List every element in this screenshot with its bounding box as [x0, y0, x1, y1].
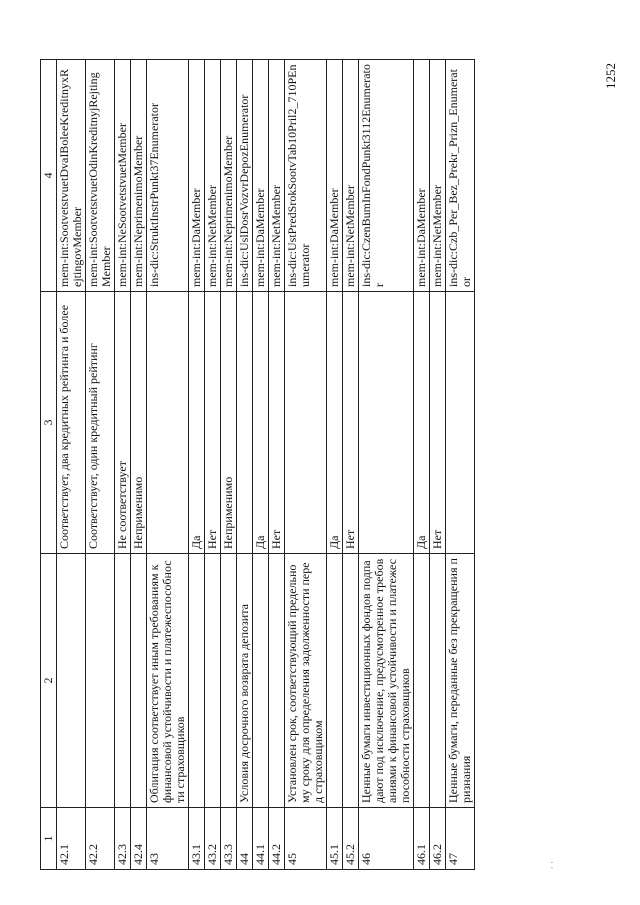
cell-desc [86, 554, 115, 808]
cell-code: mem-int:DaMember [189, 60, 205, 292]
cell-code: ins-dic:UstPredSrokSootvTab10Pril2_710PEnumerator [285, 60, 327, 292]
cell-num: 43.1 [189, 808, 205, 870]
table-row [359, 60, 414, 870]
table-row [131, 60, 147, 870]
cell-desc [189, 554, 205, 808]
cell-desc [221, 554, 237, 808]
table-row [285, 60, 327, 870]
header-cell: 4 [41, 60, 57, 292]
cell-code: mem-int:SootvetstvuetOdinKreditnyjRejtingMember [86, 60, 115, 292]
table-row [189, 60, 205, 870]
table-row [205, 60, 221, 870]
cell-val: Да [189, 292, 205, 554]
cell-code: mem-int:NetMember [430, 60, 446, 292]
cell-desc [269, 554, 285, 808]
cell-desc [430, 554, 446, 808]
page-number: 1252 [603, 63, 618, 89]
header-cell: 1 [41, 808, 57, 870]
cell-num: 43.3 [221, 808, 237, 870]
cell-num: 45 [285, 808, 327, 870]
cell-num: 43 [147, 808, 189, 870]
cell-desc [343, 554, 359, 808]
cell-code: mem-int:DaMember [414, 60, 430, 292]
table-row [414, 60, 430, 870]
cell-num: 42.2 [86, 808, 115, 870]
table-row [430, 60, 446, 870]
cell-val: Нет [343, 292, 359, 554]
cell-num: 42.1 [57, 808, 86, 870]
cell-desc [327, 554, 343, 808]
cell-code: mem-int:NetMember [269, 60, 285, 292]
cell-num: 42.3 [115, 808, 131, 870]
table-row [57, 60, 86, 870]
cell-code: mem-int:NeprimenimoMember [131, 60, 147, 292]
cell-desc [57, 554, 86, 808]
cell-num: 47 [446, 808, 475, 870]
cell-desc [131, 554, 147, 808]
cell-code: mem-int:SootvetstvuetDvaIBoleeKreditnyxRejtingovMember [57, 60, 86, 292]
rotated-page [40, 60, 580, 870]
cell-code: mem-int:DaMember [327, 60, 343, 292]
cell-val [147, 292, 189, 554]
table-row [253, 60, 269, 870]
cell-code: mem-int:NeSootvetstvuetMember [115, 60, 131, 292]
cell-code: ins-dic:StruktInstrPunkt37Enumerator [147, 60, 189, 292]
codes-table [40, 59, 475, 870]
table-row [147, 60, 189, 870]
cell-num: 44.2 [269, 808, 285, 870]
table-row [237, 60, 253, 870]
table-row [327, 60, 343, 870]
cell-num: 42.4 [131, 808, 147, 870]
cell-desc [205, 554, 221, 808]
cell-val: Да [414, 292, 430, 554]
cell-val: Не соответствует [115, 292, 131, 554]
cell-num: 46.1 [414, 808, 430, 870]
cell-num: 43.2 [205, 808, 221, 870]
margin-marks: · · [547, 860, 558, 870]
cell-desc [414, 554, 430, 808]
cell-num: 44 [237, 808, 253, 870]
cell-desc [253, 554, 269, 808]
header-cell: 3 [41, 292, 57, 554]
cell-num: 46 [359, 808, 414, 870]
cell-val: Нет [205, 292, 221, 554]
cell-code: mem-int:NetMember [205, 60, 221, 292]
header-cell: 2 [41, 554, 57, 808]
cell-code: mem-int:NeprimenimoMember [221, 60, 237, 292]
table-row [115, 60, 131, 870]
cell-val: Неприменимо [221, 292, 237, 554]
cell-code: mem-int:DaMember [253, 60, 269, 292]
cell-desc: Условия досрочного возврата депозита [237, 554, 253, 808]
table-row [446, 60, 475, 870]
cell-num: 45.2 [343, 808, 359, 870]
cell-val: Нет [430, 292, 446, 554]
cell-desc [115, 554, 131, 808]
cell-desc: Ценные бумаги инвестиционных фондов подпадают под исключение, предусмотренное требованиями к финансовой устойчивости и платежеспособности страховщиков [359, 554, 414, 808]
cell-val [446, 292, 475, 554]
cell-val: Нет [269, 292, 285, 554]
table-row [343, 60, 359, 870]
cell-code: ins-dic:Czb_Per_Bez_Prekr_Prizn_Enumerator [446, 60, 475, 292]
cell-code: ins-dic:UslDosrVozvrDepozEnumerator [237, 60, 253, 292]
table-row [269, 60, 285, 870]
table-row [221, 60, 237, 870]
cell-num: 44.1 [253, 808, 269, 870]
table-row [86, 60, 115, 870]
cell-code: ins-dic:CzenBumInFondPunkt3112Enumerator [359, 60, 414, 292]
cell-val: Соответствует, два кредитных рейтинга и более [57, 292, 86, 554]
cell-val [359, 292, 414, 554]
cell-val: Соответствует, один кредитный рейтинг [86, 292, 115, 554]
cell-desc: Установлен срок, соответствующий предельному сроку для определения задолженности перед страховщиком [285, 554, 327, 808]
cell-val: Да [327, 292, 343, 554]
cell-num: 46.2 [430, 808, 446, 870]
cell-val [237, 292, 253, 554]
cell-val: Да [253, 292, 269, 554]
header-row [41, 60, 57, 870]
cell-val [285, 292, 327, 554]
cell-desc: Облигация соответствует иным требованиям к финансовой устойчивости и платежеспособности страховщиков [147, 554, 189, 808]
cell-val: Неприменимо [131, 292, 147, 554]
cell-desc: Ценные бумаги, переданные без прекращения признания [446, 554, 475, 808]
cell-num: 45.1 [327, 808, 343, 870]
cell-code: mem-int:NetMember [343, 60, 359, 292]
